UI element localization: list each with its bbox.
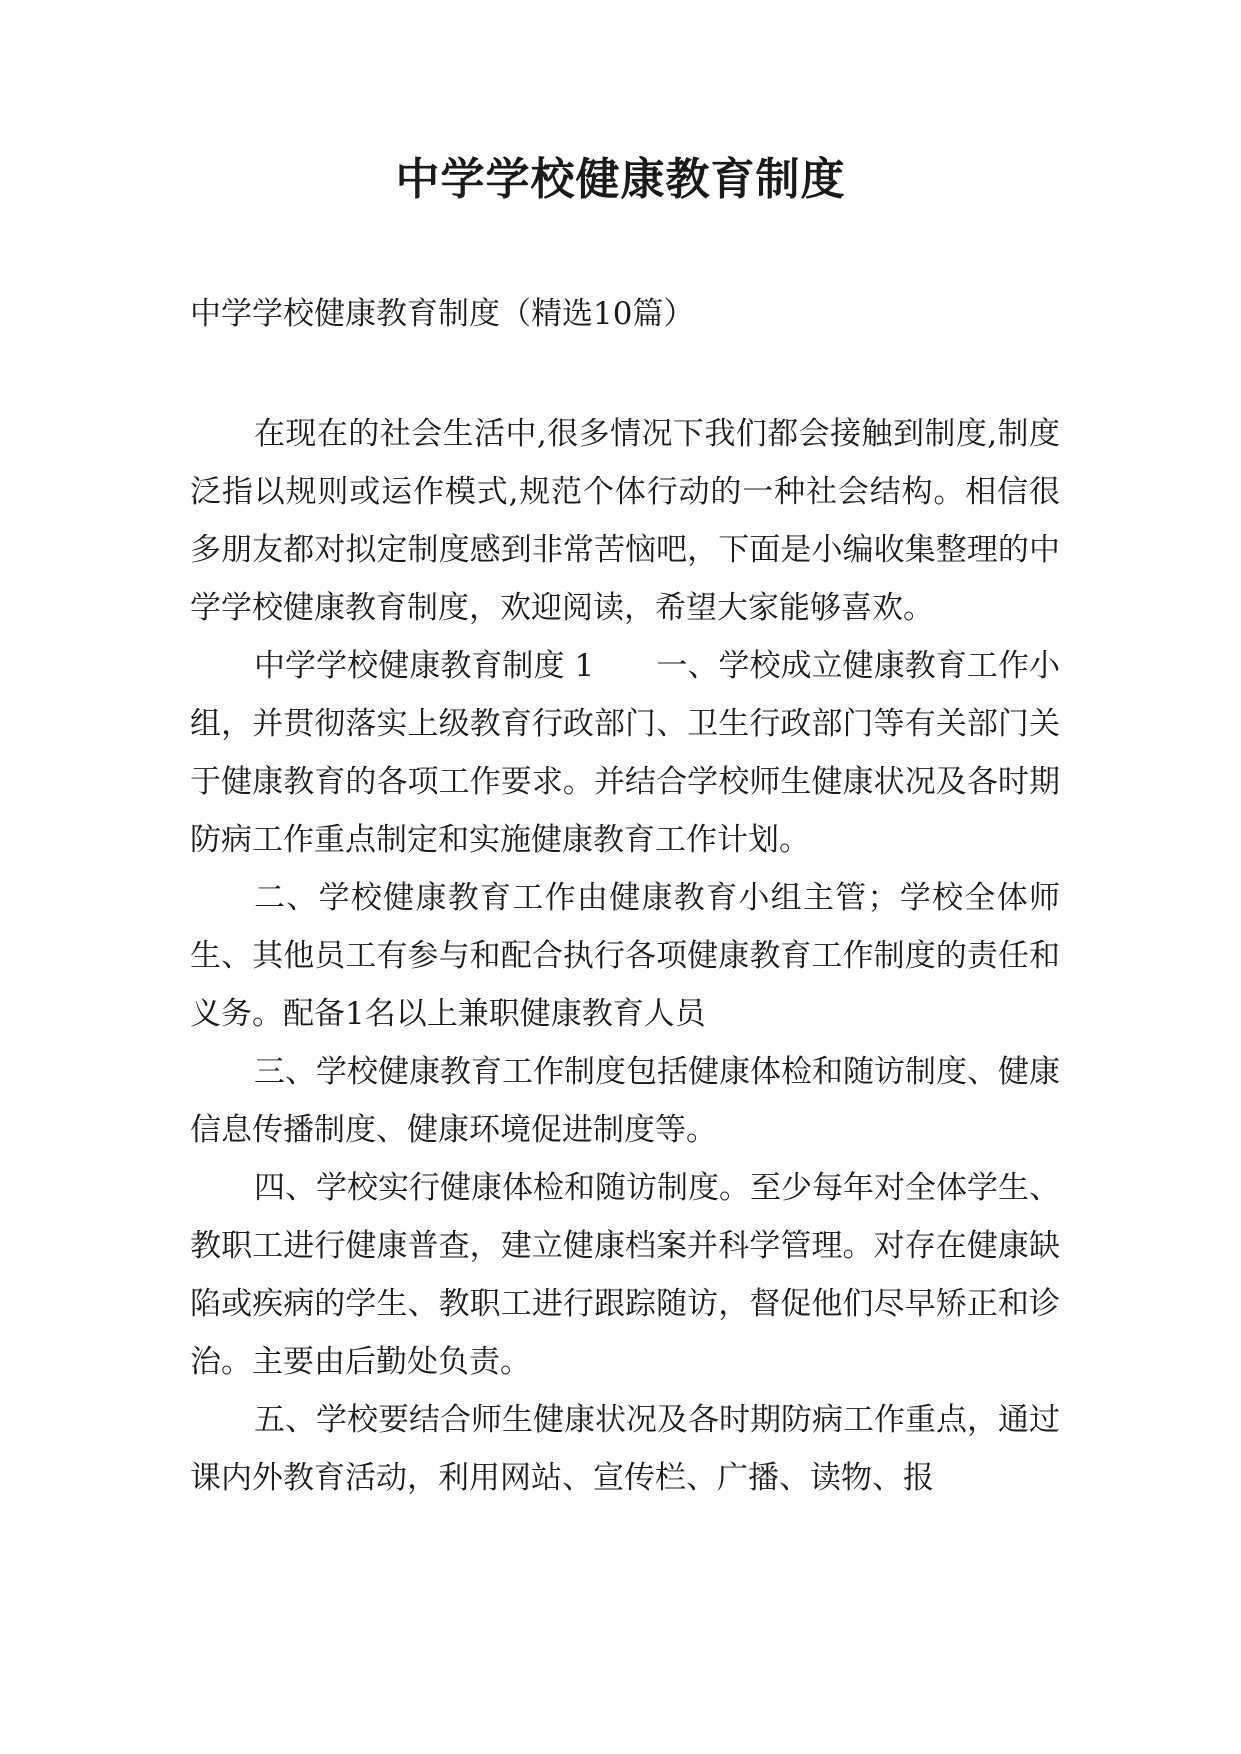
- paragraph-item-1: 中学学校健康教育制度 1 一、学校成立健康教育工作小组，并贯彻落实上级教育行政部门、卫生行政部门等有关部门关于健康教育的各项工作要求。并结合学校师生健康状况及各时期防病工作重点制定和实施健康教育工作计划。: [190, 648, 1060, 858]
- paragraph-item-5: 五、学校要结合师生健康状况及各时期防病工作重点，通过课内外教育活动，利用网站、宣传栏、广播、读物、报: [190, 1402, 1060, 1496]
- paragraph-item-3: 三、学校健康教育工作制度包括健康体检和随访制度、健康信息传播制度、健康环境促进制度等。: [190, 1054, 1060, 1148]
- paragraph-item-4: 四、学校实行健康体检和随访制度。至少每年对全体学生、教职工进行健康普查，建立健康档案并科学管理。对存在健康缺陷或疾病的学生、教职工进行跟踪随访，督促他们尽早矫正和诊治。主要由后勤处负责。: [190, 1170, 1060, 1380]
- document-body: [190, 405, 1060, 1507]
- paragraph-item-2: 二、学校健康教育工作由健康教育小组主管；学校全体师生、其他员工有参与和配合执行各项健康教育工作制度的责任和义务。配备1名以上兼职健康教育人员: [190, 880, 1060, 1032]
- document-title: 中学学校健康教育制度: [395, 154, 846, 205]
- paragraph-intro: 在现在的社会生活中,很多情况下我们都会接触到制度,制度泛指以规则或运作模式,规范个体行动的一种社会结构。相信很多朋友都对拟定制度感到非常苦恼吧，下面是小编收集整理的中学学校健康教育制度，欢迎阅读，希望大家能够喜欢。: [190, 416, 1060, 626]
- document-subtitle: 中学学校健康教育制度（精选10篇）: [190, 296, 695, 332]
